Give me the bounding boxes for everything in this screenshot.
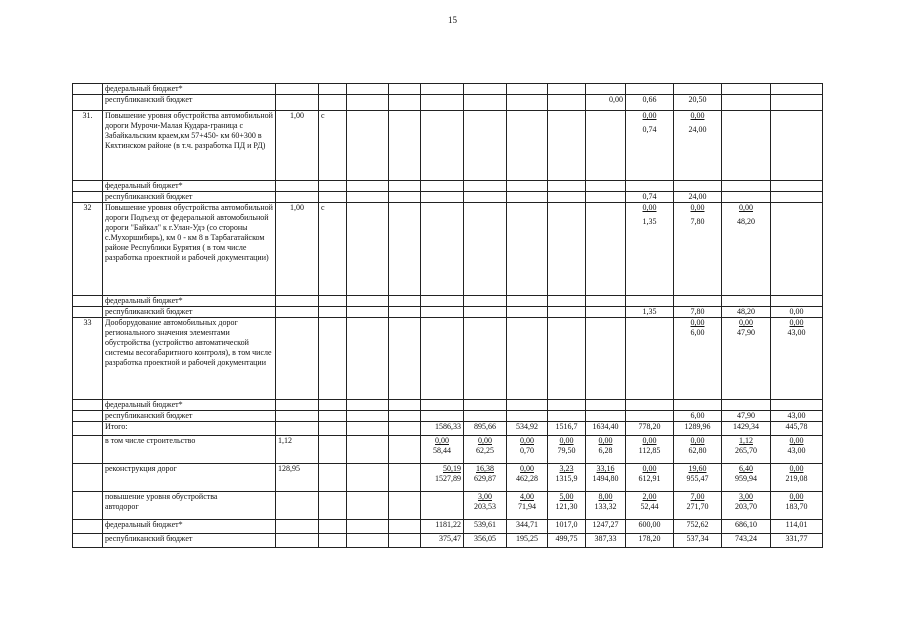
table-row xyxy=(73,296,823,307)
row-label: республиканский бюджет xyxy=(103,95,276,111)
cell-value: 0,00 112,85 xyxy=(626,436,674,464)
cell-value: 331,77 xyxy=(771,534,823,548)
row-number: 31. xyxy=(73,111,103,181)
cell-value: 1017,0 xyxy=(548,520,586,534)
cell-value: 743,24 xyxy=(722,534,771,548)
cell-value: 0,00 79,50 xyxy=(548,436,586,464)
row-label: федеральный бюджет* xyxy=(103,520,276,534)
cell-value: 539,61 xyxy=(464,520,507,534)
cell-value: 1,00 xyxy=(276,111,319,181)
cell-value: 50,19 1527,89 xyxy=(421,464,464,492)
row-label: республиканский бюджет xyxy=(103,411,276,422)
cell-value: 445,78 xyxy=(771,422,823,436)
row-label: республиканский бюджет xyxy=(103,534,276,548)
row-label: федеральный бюджет* xyxy=(103,400,276,411)
cell-value: 537,34 xyxy=(674,534,722,548)
cell-value: 0,00 43,00 xyxy=(771,318,823,400)
row-label: республиканский бюджет xyxy=(103,307,276,318)
cell-value: 0,00 62,80 xyxy=(674,436,722,464)
cell-value: 20,50 xyxy=(674,95,722,111)
cell-value: 4,00 71,94 xyxy=(507,492,548,520)
cell-value: 1289,96 xyxy=(674,422,722,436)
table-row xyxy=(73,192,823,203)
cell-value: 0,00 xyxy=(771,307,823,318)
table-row xyxy=(73,111,823,181)
cell-value: 344,71 xyxy=(507,520,548,534)
cell-value: 19,60 955,47 xyxy=(674,464,722,492)
cell-value: 0,00 7,80 xyxy=(674,203,722,296)
row-label: федеральный бюджет* xyxy=(103,296,276,307)
cell-value: 600,00 xyxy=(626,520,674,534)
cell-value: 43,00 xyxy=(771,411,823,422)
cell-value: 0,00 xyxy=(586,95,626,111)
row-label: Итого: xyxy=(103,422,276,436)
cell-value: 3,00 203,53 xyxy=(464,492,507,520)
cell-value: с xyxy=(319,203,347,296)
total-row xyxy=(73,464,823,492)
cell-value: 0,00 0,74 xyxy=(626,111,674,181)
row-label: федеральный бюджет* xyxy=(103,181,276,192)
cell-value: 6,40 959,94 xyxy=(722,464,771,492)
cell-value: 0,00 58,44 xyxy=(421,436,464,464)
cell-value: 1586,33 xyxy=(421,422,464,436)
cell-value: 0,00 0,70 xyxy=(507,436,548,464)
cell-value: 3,23 1315,9 xyxy=(548,464,586,492)
cell-value: 24,00 xyxy=(674,192,722,203)
cell-value: 0,00 47,90 xyxy=(722,318,771,400)
cell-value: 686,10 xyxy=(722,520,771,534)
cell-value: 33,16 1494,80 xyxy=(586,464,626,492)
cell-value: 128,95 xyxy=(276,464,319,492)
cell-value: 1,12 xyxy=(276,436,319,464)
cell-value: 1,00 xyxy=(276,203,319,296)
cell-value: 6,00 xyxy=(674,411,722,422)
row-label: реконструкция дорог xyxy=(103,464,276,492)
cell-value: 1,35 xyxy=(626,307,674,318)
cell-value: 16,38 629,87 xyxy=(464,464,507,492)
cell-value: 7,00 271,70 xyxy=(674,492,722,520)
cell-value: 0,74 xyxy=(626,192,674,203)
row-number: 32 xyxy=(73,203,103,296)
cell-value: 0,00 43,00 xyxy=(771,436,823,464)
cell-value: 0,00 612,91 xyxy=(626,464,674,492)
cell-value: 1247,27 xyxy=(586,520,626,534)
row-label: республиканский бюджет xyxy=(103,192,276,203)
cell-value: 375,47 xyxy=(421,534,464,548)
cell-value: 3,00 203,70 xyxy=(722,492,771,520)
cell-value: 499,75 xyxy=(548,534,586,548)
cell-value: 0,00 183,70 xyxy=(771,492,823,520)
table-row xyxy=(73,400,823,411)
cell-value: 0,00 62,25 xyxy=(464,436,507,464)
row-label: повышение уровня обустройства автодорог xyxy=(103,492,276,520)
cell-value: 1634,40 xyxy=(586,422,626,436)
row-number: 33 xyxy=(73,318,103,400)
cell-value: 114,01 xyxy=(771,520,823,534)
total-row xyxy=(73,520,823,534)
page-number: 15 xyxy=(448,15,457,25)
cell-value: 1516,7 xyxy=(548,422,586,436)
total-row xyxy=(73,492,823,520)
cell-value: 534,92 xyxy=(507,422,548,436)
cell-value: 7,80 xyxy=(674,307,722,318)
table-row xyxy=(73,411,823,422)
table-row xyxy=(73,318,823,400)
project-description: Дооборудование автомобильных дорог регионального значения элементами обустройства (устройство автоматической системы весогабаритного контроля), в том числе разработка проектной и рабочей документации xyxy=(103,318,276,400)
row-label: в том числе строительство xyxy=(103,436,276,464)
cell-value: 8,00 133,32 xyxy=(586,492,626,520)
cell-value: 1,12 265,70 xyxy=(722,436,771,464)
total-row xyxy=(73,534,823,548)
total-row xyxy=(73,436,823,464)
cell-value: 1429,34 xyxy=(722,422,771,436)
cell-value: 178,20 xyxy=(626,534,674,548)
table-row xyxy=(73,95,823,111)
table-row xyxy=(73,181,823,192)
cell-value: 0,00 6,00 xyxy=(674,318,722,400)
cell-value: 0,66 xyxy=(626,95,674,111)
cell-value: 0,00 1,35 xyxy=(626,203,674,296)
cell-value: 5,00 121,30 xyxy=(548,492,586,520)
cell-value: 0,00 462,28 xyxy=(507,464,548,492)
cell-value: 195,25 xyxy=(507,534,548,548)
cell-value: 47,90 xyxy=(722,411,771,422)
cell-value: 0,00 48,20 xyxy=(722,203,771,296)
budget-table xyxy=(72,83,823,548)
cell-value: 48,20 xyxy=(722,307,771,318)
cell-value: 356,05 xyxy=(464,534,507,548)
project-description: Повышение уровня обустройства автомобильной дороги Мурочи-Малая Кудара-граница с Забайкальским краем,км 57+450- км 60+300 в Кяхтинском районе (в т.ч. разработка ПД и РД) xyxy=(103,111,276,181)
total-row xyxy=(73,422,823,436)
cell-value: 752,62 xyxy=(674,520,722,534)
table-row xyxy=(73,307,823,318)
project-description: Повышение уровня обустройства автомобильной дороги Подъезд от федеральной автомобильной дороги "Байкал" к г.Улан-Удэ (со стороны с.Мухоршибирь), км 0 - км 8 в Тарбагатайском районе Республики Бурятия ( в том числе разработка проектной и рабочей документации) xyxy=(103,203,276,296)
cell-value: с xyxy=(319,111,347,181)
cell-value: 895,66 xyxy=(464,422,507,436)
cell-value: 778,20 xyxy=(626,422,674,436)
cell-value: 1181,22 xyxy=(421,520,464,534)
cell-value: 0,00 6,28 xyxy=(586,436,626,464)
cell-value: 0,00 219,08 xyxy=(771,464,823,492)
cell-value: 387,33 xyxy=(586,534,626,548)
table-row xyxy=(73,84,823,95)
cell-value: 0,00 24,00 xyxy=(674,111,722,181)
cell-value: 2,00 52,44 xyxy=(626,492,674,520)
table-row xyxy=(73,203,823,296)
row-label: федеральный бюджет* xyxy=(103,84,276,95)
